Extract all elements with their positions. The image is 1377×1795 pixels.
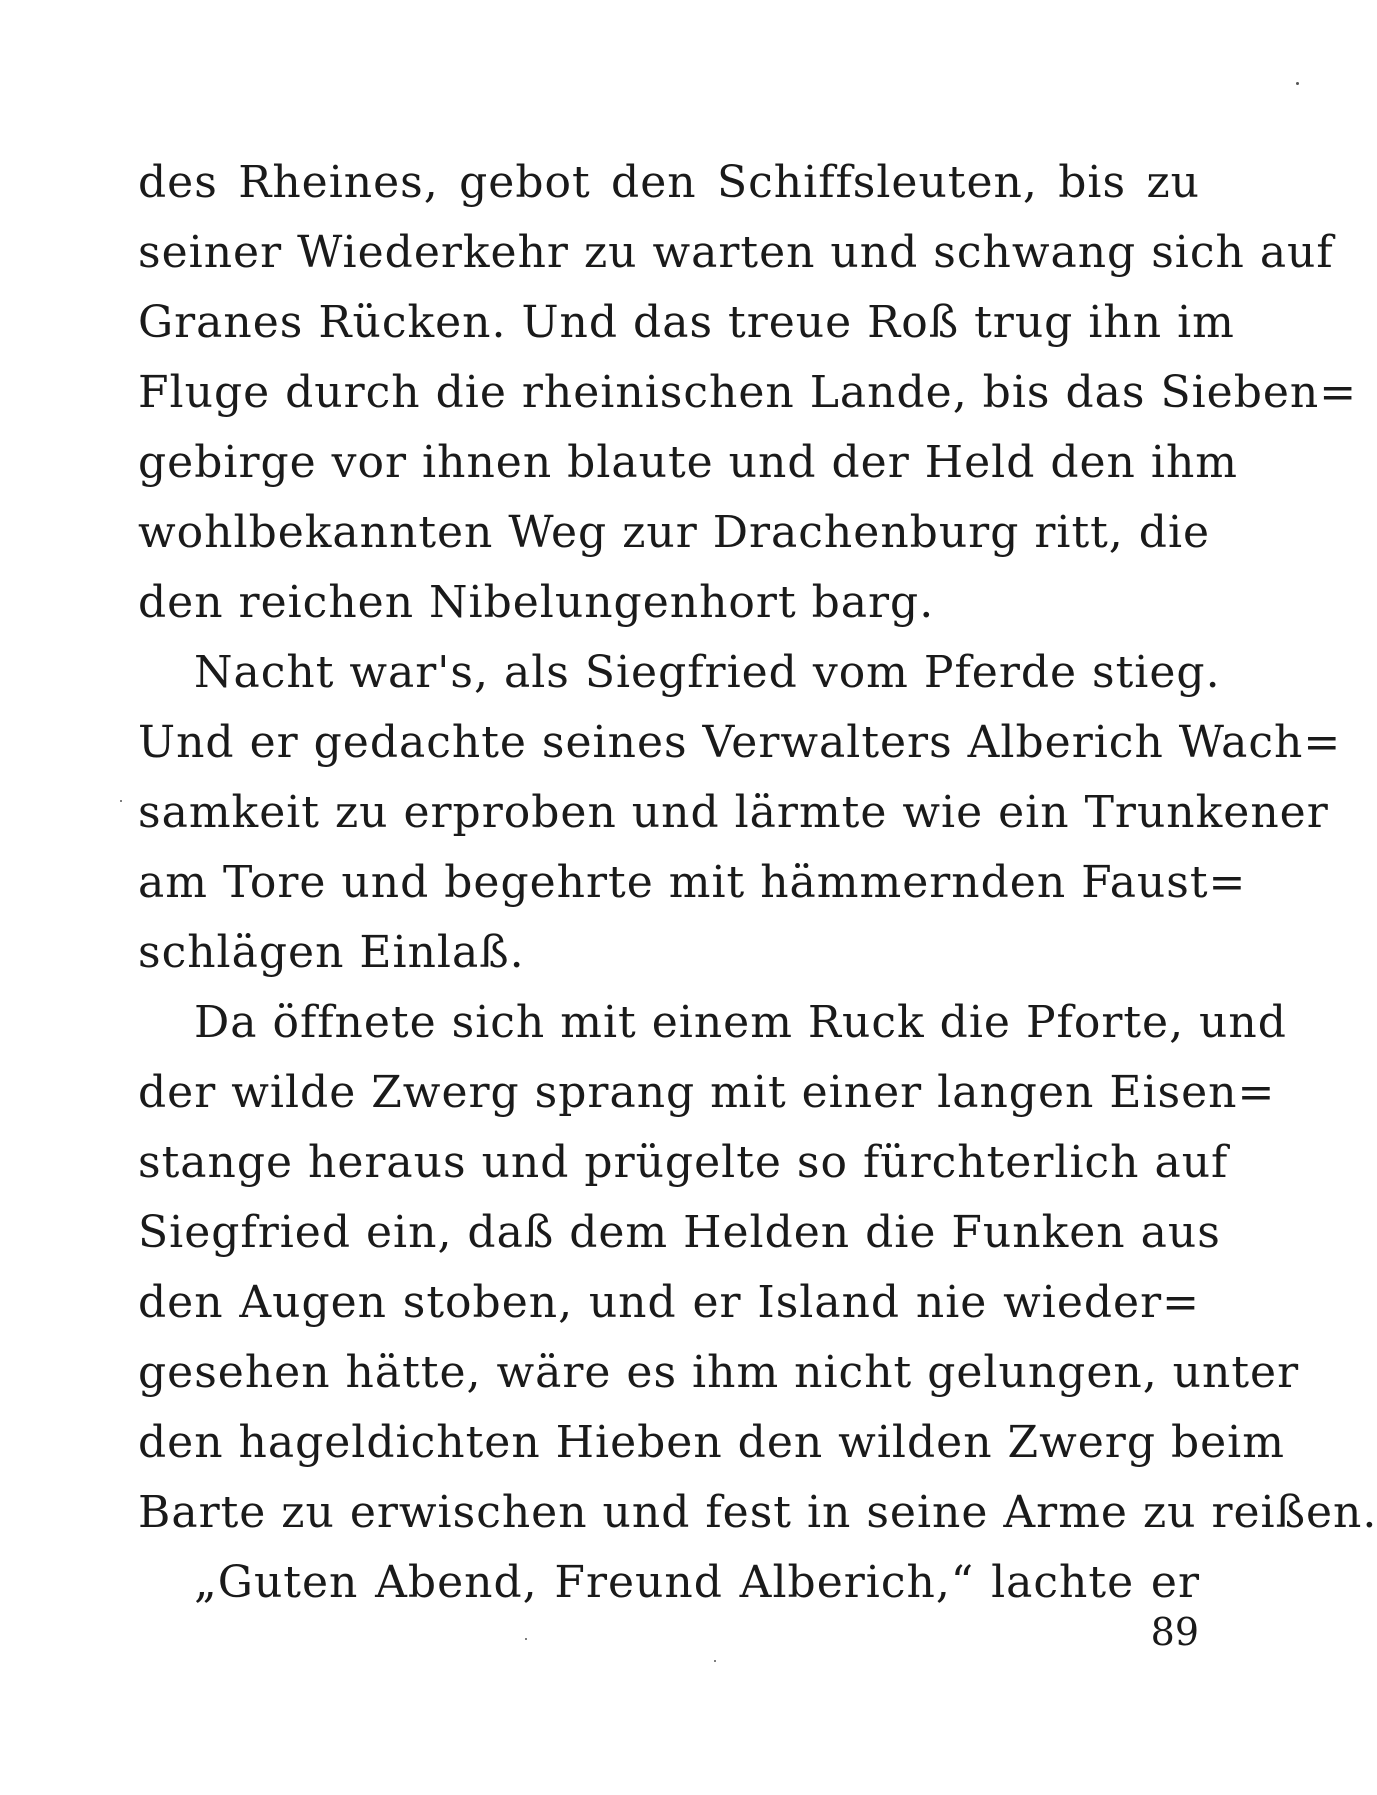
text-line: samkeit zu erproben und lärmte wie ein Trunkener: [138, 787, 1329, 838]
text-line: „Guten Abend, Freund Alberich,“ lachte er: [194, 1557, 1200, 1608]
text-line: schlägen Einlaß.: [138, 927, 525, 978]
body-text: [138, 148, 1377, 1618]
text-line: Nacht war's, als Siegfried vom Pferde stieg.: [194, 647, 1221, 698]
text-line: gesehen hätte, wäre es ihm nicht gelungen, unter: [138, 1347, 1300, 1398]
text-line: seiner Wiederkehr zu warten und schwang sich auf: [138, 227, 1334, 278]
text-line: Granes Rücken. Und das treue Roß trug ihn im: [138, 297, 1235, 348]
text-line: Und er gedachte seines Verwalters Alberich Wach=: [138, 717, 1342, 768]
text-line: Fluge durch die rheinischen Lande, bis das Sieben=: [138, 367, 1358, 418]
text-line: des Rheines, gebot den Schiffsleuten, bis zu: [138, 157, 1200, 208]
text-line: am Tore und begehrte mit hämmernden Faust=: [138, 857, 1247, 908]
text-line: den Augen stoben, und er Island nie wieder=: [138, 1277, 1200, 1328]
scan-speck: [120, 800, 122, 802]
text-line: Da öffnete sich mit einem Ruck die Pforte, und: [194, 997, 1287, 1048]
scan-speck: [525, 1638, 527, 1640]
text-line: den hageldichten Hieben den wilden Zwerg beim: [138, 1417, 1285, 1468]
text-line: gebirge vor ihnen blaute und der Held den ihm: [138, 437, 1239, 488]
text-line: Siegfried ein, daß dem Helden die Funken aus: [138, 1207, 1221, 1258]
text-line: wohlbekannten Weg zur Drachenburg ritt, die: [138, 507, 1211, 558]
text-line: den reichen Nibelungenhort barg.: [138, 577, 935, 628]
page-number: 89: [1150, 1610, 1199, 1654]
scan-speck: [1296, 82, 1299, 85]
text-line: der wilde Zwerg sprang mit einer langen Eisen=: [138, 1067, 1276, 1118]
text-line: Barte zu erwischen und fest in seine Arme zu reißen.: [138, 1487, 1377, 1538]
scan-speck: [714, 1660, 716, 1662]
text-line: stange heraus und prügelte so fürchterlich auf: [138, 1137, 1229, 1188]
